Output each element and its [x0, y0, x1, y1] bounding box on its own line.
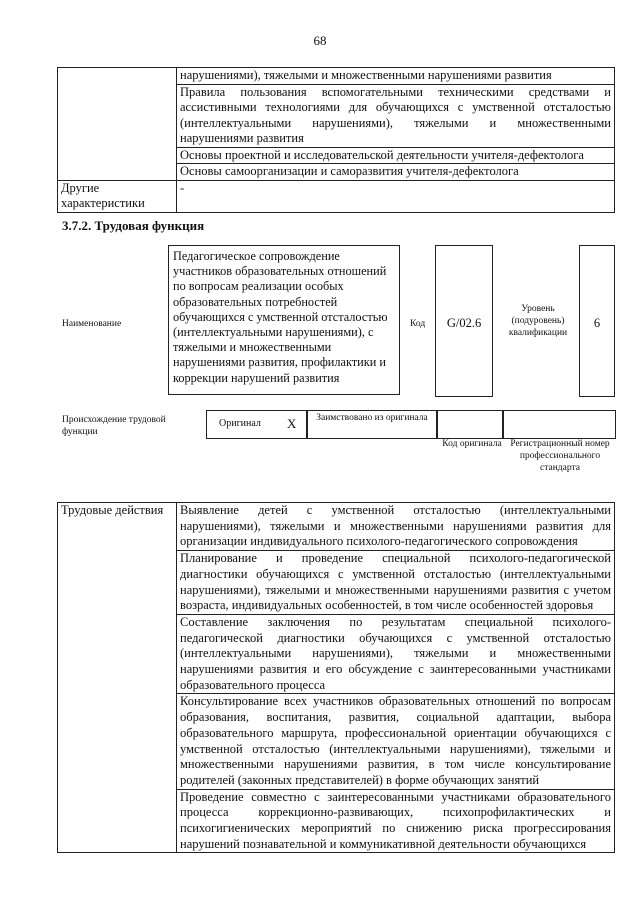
- labor-action-row: Проведение совместно с заинтересованными участниками образовательного процесса коррекционно-развивающих, психопрофилактических и психогигиенических мероприятий по снижению риска прогрессирования нарушений познавательной и коммуникативной деятельности обучающихся: [177, 789, 615, 853]
- origin-label: Происхождение трудовой функции: [62, 415, 166, 437]
- level-box: [579, 245, 615, 397]
- code-original-label: Код оригинала: [442, 439, 502, 449]
- labor-action-row: Консультирование всех участников образовательных отношений по вопросам образования, воспитания, развития, социальной адаптации, выбора образовательного маршрута, профессиональной ориентации обучающихся с умственной отсталостью (интеллектуальными нарушениями), тяжелыми и множественными нарушениями развития, в том числе консультирование родителей (законных представителей) в форме обучающих занятий: [177, 694, 615, 789]
- knowledge-row: Основы самоорганизации и саморазвития учителя-дефектолога: [177, 164, 615, 181]
- empty-label-cell: [58, 68, 177, 181]
- labor-actions-table: [57, 502, 615, 853]
- labor-action-row: Составление заключения по результатам специальной психолого-педагогической диагностики обучающихся с умственной отсталостью (интеллектуальными нарушениями), тяжелыми и множественными нарушениями развития и его обсуждение с заинтересованными участниками образовательного процесса: [177, 614, 615, 694]
- original-mark: X: [287, 416, 297, 431]
- knowledge-row: нарушениями), тяжелыми и множественными нарушениями развития: [177, 68, 615, 85]
- function-name-box: [168, 245, 400, 395]
- other-characteristics-label: Другие характеристики: [58, 180, 177, 212]
- reg-number-label: Регистрационный номер профессионального стандарта: [510, 439, 610, 473]
- function-name-text: Педагогическое сопровождение участников образовательных отношений по вопросам реализации особых образовательных потребностей обучающихся с умственной отсталостью (интеллектуальными нарушениями), с тяжелыми и множественными нарушениями развития, профилактики и коррекции нарушений развития: [173, 249, 388, 385]
- labor-actions-label: Трудовые действия: [58, 503, 177, 853]
- level-value: 6: [593, 316, 601, 330]
- code-original-cell: [436, 410, 504, 439]
- name-label: Наименование: [62, 319, 122, 329]
- borrowed-label: Заимствовано из оригинала: [316, 413, 428, 423]
- page-number: 68: [313, 33, 327, 48]
- original-cell: [206, 410, 308, 439]
- borrowed-cell: [306, 410, 438, 439]
- knowledge-row: Правила пользования вспомогательными техническими средствами и ассистивными технологиями для обучающихся с умственной отсталостью (интеллектуальными нарушениями), тяжелыми и множественными нарушениями развития: [177, 84, 615, 147]
- code-value: G/02.6: [446, 316, 482, 330]
- level-label: Уровень (подуровень) квалификации: [508, 304, 568, 338]
- reg-number-cell: [502, 410, 616, 439]
- code-label: Код: [410, 319, 426, 329]
- knowledge-row: Основы проектной и исследовательской деятельности учителя-дефектолога: [177, 147, 615, 164]
- code-box: [435, 245, 493, 397]
- original-label: Оригинал: [219, 418, 261, 429]
- other-characteristics-value: -: [177, 180, 615, 212]
- labor-action-row: Выявление детей с умственной отсталостью (интеллектуальными нарушениями), тяжелыми и множественными нарушениями развития для организации индивидуального психолого-педагогического сопровождения: [177, 503, 615, 551]
- labor-action-row: Планирование и проведение специальной психолого-педагогической диагностики обучающихся с умственной отсталостью (интеллектуальными нарушениями), тяжелыми и множественными нарушениями развития с учетом возраста, индивидуальных особенностей, в том числе особенностей здоровья: [177, 551, 615, 615]
- section-heading: 3.7.2. Трудовая функция: [62, 218, 205, 233]
- knowledge-table: [57, 67, 615, 213]
